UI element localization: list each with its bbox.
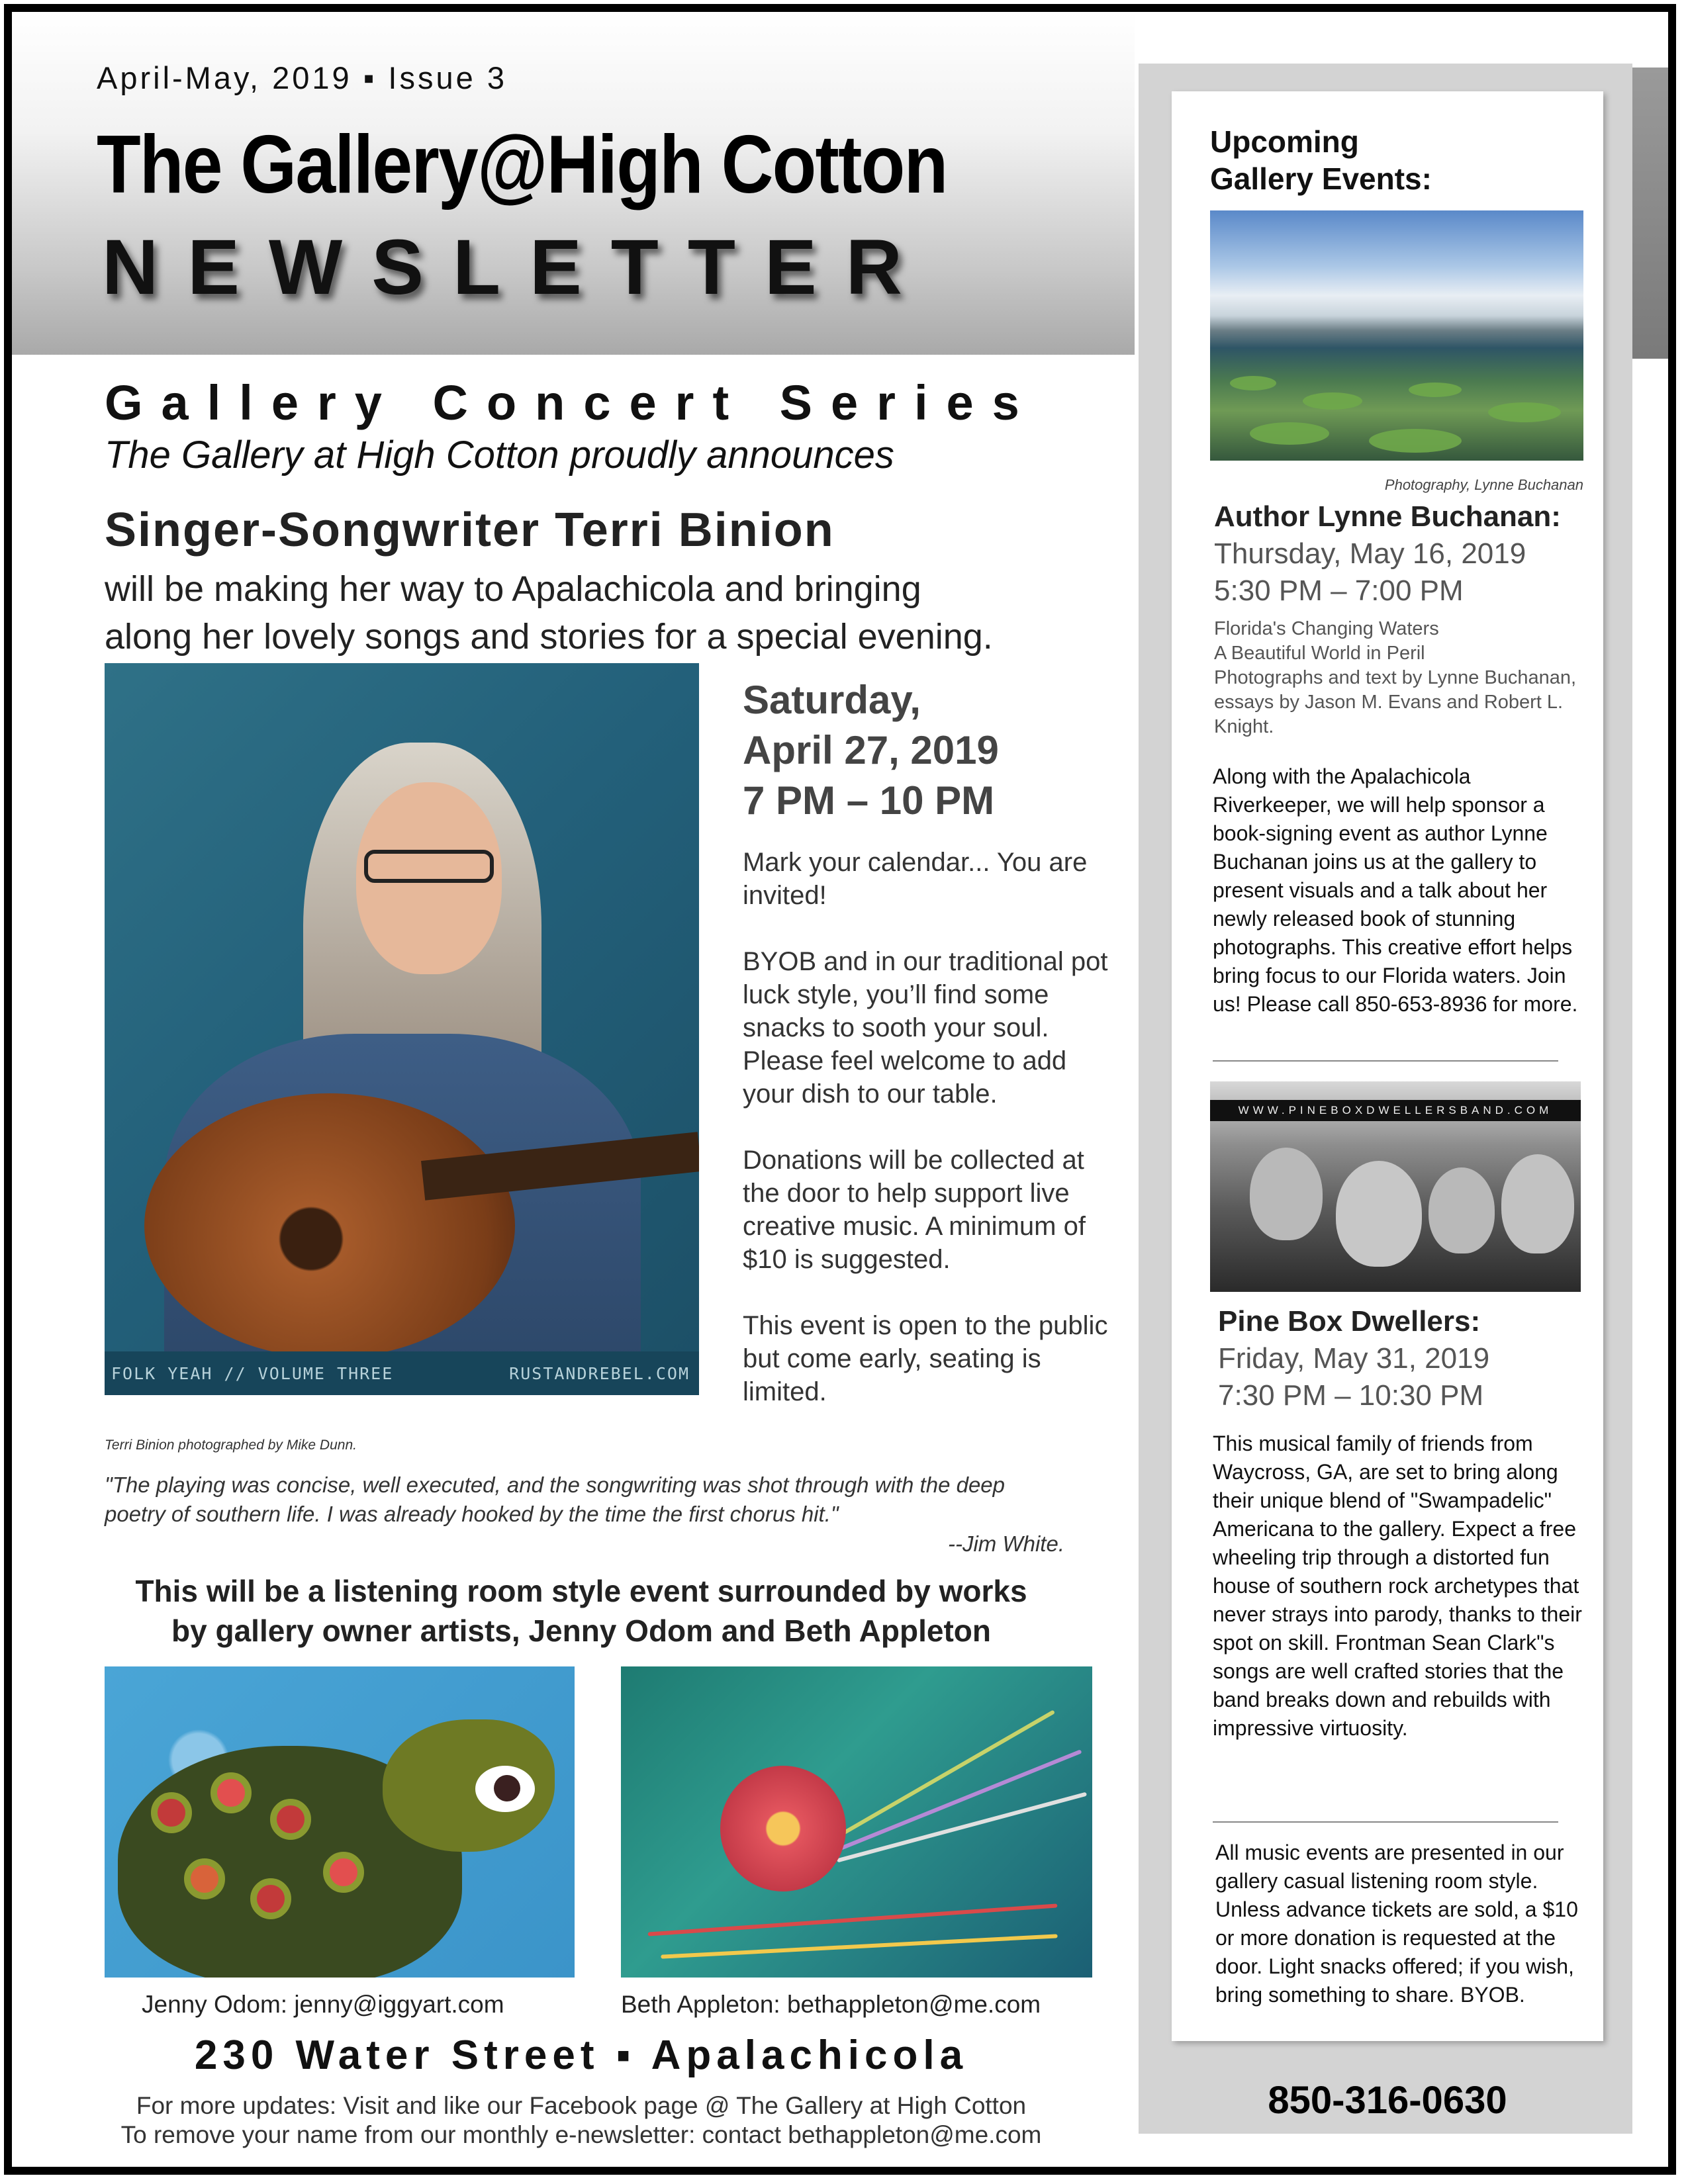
listening-line2: by gallery owner artists, Jenny Odom and Beth Appleton bbox=[171, 1614, 991, 1648]
intro-line2: along her lovely songs and stories for a special evening. bbox=[105, 617, 993, 657]
sidebar-heading-line1: Upcoming bbox=[1210, 124, 1359, 159]
band-member-face bbox=[1250, 1148, 1323, 1240]
event1-book-subtitle: A Beautiful World in Peril bbox=[1214, 643, 1425, 664]
turtle-spot-shape bbox=[151, 1792, 192, 1833]
event1-title: Author Lynne Buchanan: bbox=[1214, 500, 1561, 533]
sidebar-shadow bbox=[1632, 68, 1676, 359]
gallery-address: 230 Water Street ▪ Apalachicola bbox=[194, 2032, 968, 2078]
turtle-artwork bbox=[105, 1666, 575, 1978]
music-events-note: All music events are presented in our gallery casual listening room style. Unless advance tickets are sold, a $10 or more donation is requested at the door. Light snacks offered; if you wish, bring something to share. BYOB. bbox=[1215, 1841, 1578, 2007]
concert-details bbox=[743, 846, 1113, 1441]
sidebar-heading bbox=[1210, 123, 1554, 197]
lily-pad-shape bbox=[1409, 383, 1462, 397]
updates-unsubscribe: To remove your name from our monthly e-newsletter: contact bethappleton@me.com bbox=[120, 2121, 1042, 2148]
photo-footer-right: RUSTANDREBEL.COM bbox=[509, 1364, 690, 1383]
performer-intro bbox=[105, 565, 1137, 660]
band-member-face bbox=[1429, 1167, 1495, 1253]
jellyfish-shape bbox=[720, 1766, 846, 1891]
band-photo bbox=[1210, 1081, 1581, 1292]
artwork-strand bbox=[648, 1903, 1058, 1936]
event2-date: Friday, May 31, 2019 bbox=[1218, 1342, 1490, 1375]
issue-line: April-May, 2019 ▪ Issue 3 bbox=[97, 60, 507, 95]
artwork-strand bbox=[837, 1792, 1087, 1863]
lily-pad-shape bbox=[1230, 376, 1276, 390]
lily-pad-shape bbox=[1369, 429, 1462, 453]
event-pine-box-dwellers bbox=[1218, 1305, 1589, 1412]
turtle-spot-shape bbox=[323, 1852, 364, 1893]
turtle-pupil-shape bbox=[494, 1775, 520, 1801]
performer-photo bbox=[105, 663, 699, 1395]
sidebar-divider bbox=[1213, 1060, 1558, 1062]
photo-footer-left: FOLK YEAH // VOLUME THREE bbox=[111, 1364, 394, 1383]
event1-date: Thursday, May 16, 2019 bbox=[1214, 537, 1526, 570]
sidebar-photo-credit: Photography, Lynne Buchanan bbox=[1384, 477, 1583, 493]
event2-time: 7:30 PM – 10:30 PM bbox=[1218, 1379, 1484, 1412]
newsletter-title: The Gallery@High Cotton bbox=[97, 119, 947, 210]
concert-series-heading: Gallery Concert Series bbox=[105, 375, 1038, 430]
press-quote: "The playing was concise, well executed, and the songwriting was shot through with the deep poetry of southern life. I was already hooked by the time the first chorus hit." bbox=[105, 1473, 1006, 1526]
concert-date-day: Saturday, bbox=[743, 678, 921, 722]
details-donations: Donations will be collected at the door to help support live creative music. A minimum of $10 is suggested. bbox=[743, 1146, 1086, 1274]
band-member-face bbox=[1336, 1161, 1422, 1267]
band-member-face bbox=[1501, 1154, 1574, 1253]
details-invite: Mark your calendar... You are invited! bbox=[743, 848, 1088, 910]
concert-date-full: April 27, 2019 bbox=[743, 728, 999, 772]
turtle-spot-shape bbox=[250, 1878, 291, 1919]
lily-pad-shape bbox=[1303, 392, 1362, 410]
event1-book-credits: Photographs and text by Lynne Buchanan, essays by Jason M. Evans and Robert L. Knight. bbox=[1214, 667, 1577, 737]
concert-time: 7 PM – 10 PM bbox=[743, 778, 995, 823]
lily-pad-shape bbox=[1488, 402, 1561, 422]
event2-title: Pine Box Dwellers: bbox=[1218, 1305, 1481, 1338]
details-seating: This event is open to the public but come early, seating is limited. bbox=[743, 1311, 1108, 1406]
sidebar-heading-line2: Gallery Events: bbox=[1210, 161, 1432, 196]
event2-description: This musical family of friends from Waycross, GA, are set to bring along their unique blend of "Swampadelic" Americana to the gallery. Expect a free wheeling trip through a distorted fun house of southern rock archetypes that never strays into parody, thanks to their spot on skill. Frontman Sean Clark"s songs are well crafted stories that the band breaks down and rebuilds with impressive virtuosity. bbox=[1213, 1432, 1582, 1740]
jellyfish-artwork bbox=[621, 1666, 1092, 1978]
turtle-spot-shape bbox=[270, 1799, 311, 1840]
page-frame bbox=[4, 4, 1676, 2175]
event1-book-title: Florida's Changing Waters bbox=[1214, 618, 1439, 639]
details-byob: BYOB and in our traditional pot luck style, you’ll find some snacks to sooth your soul. Please feel welcome to add your dish to our table. bbox=[743, 947, 1108, 1109]
intro-line1: will be making her way to Apalachicola and bringing bbox=[105, 569, 921, 609]
turtle-spot-shape bbox=[211, 1772, 252, 1813]
announcement-line: The Gallery at High Cotton proudly announces bbox=[105, 433, 894, 477]
photo-glasses-shape bbox=[364, 850, 494, 883]
performer-name: Singer-Songwriter Terri Binion bbox=[105, 504, 835, 557]
updates-facebook: For more updates: Visit and like our Facebook page @ The Gallery at High Cotton bbox=[136, 2092, 1027, 2119]
updates-footer bbox=[105, 2091, 1058, 2150]
newsletter-banner: NEWSLETTER bbox=[102, 224, 931, 311]
artist-jenny-odom: Jenny Odom: jenny@iggyart.com bbox=[142, 1991, 504, 2018]
event1-time: 5:30 PM – 7:00 PM bbox=[1214, 574, 1464, 607]
listening-room-note bbox=[105, 1571, 1058, 1651]
lily-pad-shape bbox=[1250, 422, 1329, 445]
artist-beth-appleton: Beth Appleton: bethappleton@me.com bbox=[621, 1991, 1041, 2018]
event1-description: Along with the Apalachicola Riverkeeper, we will help sponsor a book-signing event as author Lynne Buchanan joins us at the gallery to present visuals and a talk about her newly released book of stunning photographs. This creative effort helps bring focus to our Florida waters. Join us! Please call 850-653-8936 for more. bbox=[1213, 764, 1578, 1016]
sidebar-divider bbox=[1213, 1821, 1558, 1823]
gallery-phone: 850-316-0630 bbox=[1268, 2079, 1507, 2122]
guitar-body-shape bbox=[144, 1093, 515, 1358]
turtle-spot-shape bbox=[184, 1858, 225, 1899]
artwork-strand bbox=[661, 1934, 1057, 1958]
quote-attribution: --Jim White. bbox=[948, 1531, 1064, 1556]
band-url: WWW.PINEBOXDWELLERSBAND.COM bbox=[1210, 1100, 1581, 1121]
concert-date bbox=[743, 675, 999, 826]
listening-line1: This will be a listening room style event surrounded by works bbox=[135, 1574, 1027, 1608]
performer-photo-credit: Terri Binion photographed by Mike Dunn. bbox=[105, 1437, 357, 1453]
lily-pad-photo bbox=[1210, 210, 1583, 461]
event-lynne-buchanan bbox=[1214, 500, 1585, 739]
